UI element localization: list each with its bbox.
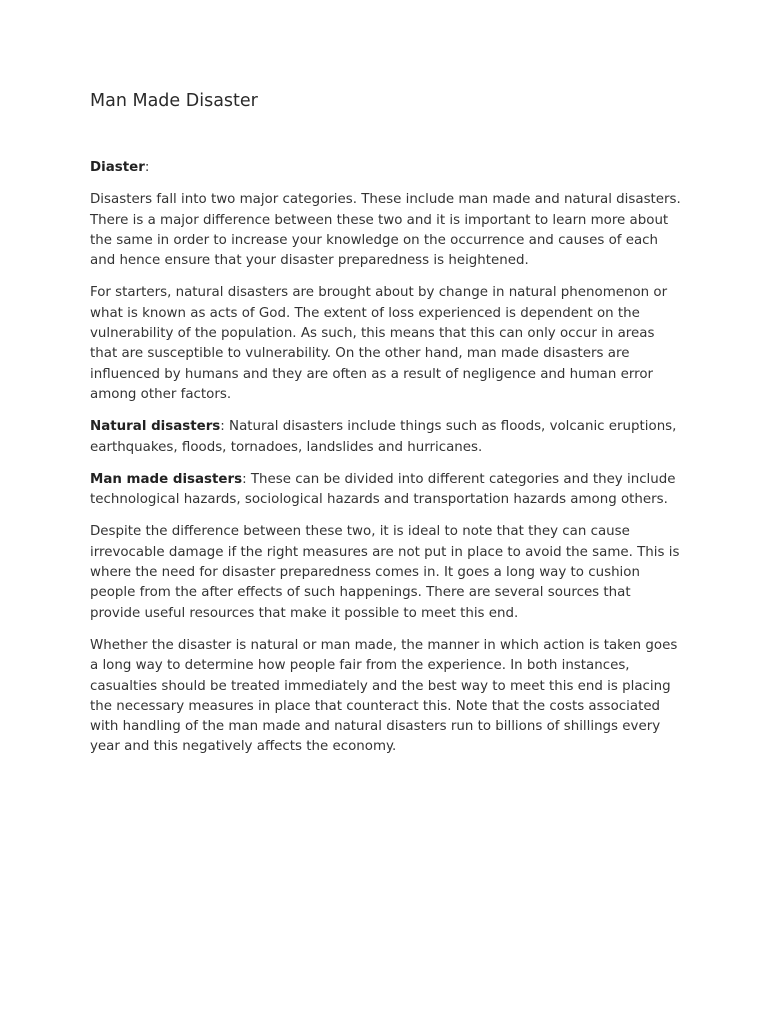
- document-title: Man Made Disaster: [90, 91, 258, 111]
- man-made-disasters-text: : These can be divided into different categories and they include technological hazards, sociological hazards and transportation hazards among others.: [90, 471, 676, 508]
- natural-disasters-label: Natural disasters: [90, 419, 221, 435]
- natural-disasters-text: : Natural disasters include things such as floods, volcanic eruptions, earthquakes, floods, tornadoes, landslides and hurricanes.: [90, 419, 677, 455]
- section-heading-suffix: :: [144, 160, 150, 175]
- section-heading: [90, 158, 682, 178]
- paragraph-natural-disasters: [90, 417, 682, 458]
- man-made-disasters-label: Man made disasters: [90, 471, 243, 487]
- document-page: [90, 88, 682, 770]
- paragraph-man-made-disasters: [90, 470, 682, 511]
- paragraph-intro: Disasters fall into two major categories. These include man made and natural disasters. There is a major difference between these two and it is important to learn more about the same in order to increase your knowledge on the occurrence and causes of each and hence ensure that your disaster preparedness is heightened.: [90, 192, 681, 269]
- paragraph-preparedness: Despite the difference between these two, it is ideal to note that they can cause irrevocable damage if the right measures are not put in place to avoid the same. This is where the need for disaster preparedness comes in. It goes a long way to cushion people from the after effects of such happenings. There are several sources that provide useful resources that make it possible to meet this end.: [90, 524, 680, 621]
- paragraph-costs: Whether the disaster is natural or man made, the manner in which action is taken goes a long way to determine how people fair from the experience. In both instances, casualties should be treated immediately and the best way to meet this end is placing the necessary measures in place that counteract this. Note that the costs associated with handling of the man made and natural disasters run to billions of shillings every year and this negatively affects the economy.: [90, 637, 678, 755]
- paragraph-starters: For starters, natural disasters are brought about by change in natural phenomenon or what is known as acts of God. The extent of loss experienced is dependent on the vulnerability of the population. As such, this means that this can only occur in areas that are susceptible to vulnerability. On the other hand, man made disasters are influenced by humans and they are often as a result of negligence and human error among other factors.: [90, 285, 668, 402]
- section-heading-label: Diaster: [90, 160, 145, 175]
